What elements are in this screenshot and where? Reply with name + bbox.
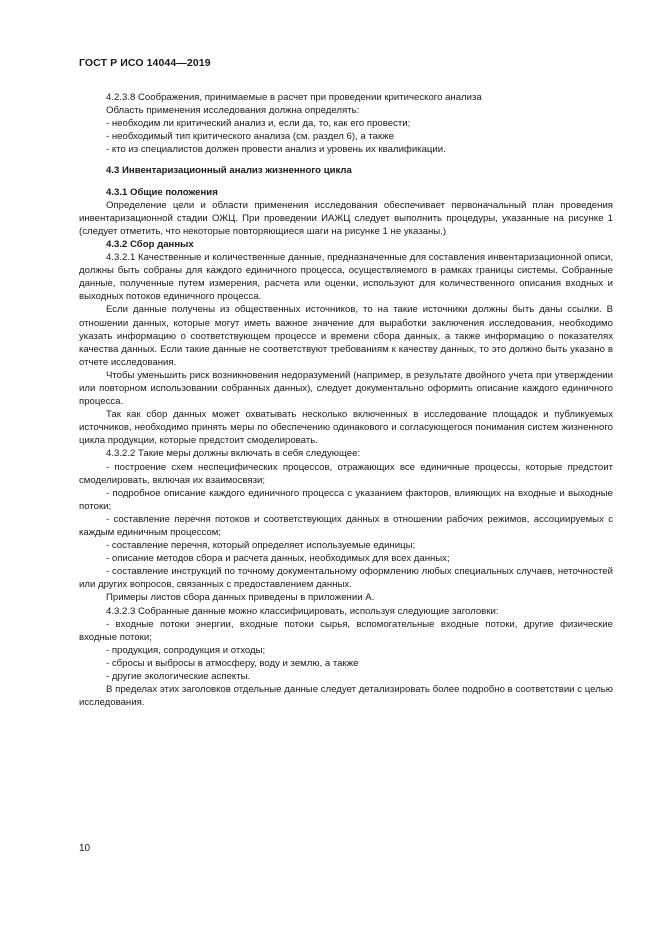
list-item: - составление перечня потоков и соответствующих данных в отношении рабочих режимов, ассоциируемых с каждым единичным процессом; [79,513,613,538]
list-item: - составление инструкций по точному документальному оформлению любых специальных случаев, неточностей или других вопросов, связанных с предоставлением данных. [79,566,613,591]
list-item: - кто из специалистов должен провести анализ и уровень их квалификации. [106,144,446,156]
list-item: - составление перечня, который определяет используемые единицы; [106,540,416,552]
paragraph: 4.3.2.1 Качественные и количественные данные, предназначенные для составления инвентаризационной описи, должны быть собраны для каждого единичного процесса, осуществляемого в рамках границы системы. Собранные данные, полученные путем измерения, расчета или оценки, используют для количественного описания входных и выходных потоков единичного процесса. [79,252,613,303]
subsection-heading-4-3-1: 4.3.1 Общие положения [106,186,218,198]
document-header: ГОСТ Р ИСО 14044—2019 [79,57,211,69]
list-item: - построение схем неспецифических процессов, отражающих все единичные процессы, которые предстоит смоделировать, включая их взаимосвязи; [79,461,613,486]
clause-4-2-3-8: 4.2.3.8 Соображения, принимаемые в расчет при проведении критического анализа [106,92,482,103]
paragraph: 4.3.2.3 Собранные данные можно классифицировать, используя следующие заголовки: [106,605,499,617]
paragraph: Если данные получены из общественных источников, то на такие источники должны быть даны ссылки. В отношении данных, которые могут иметь важное значение для выработки заключения исследования, необходимо указать информацию о соответствующем процессе и времени сбора данных, а также информацию о показателях качества данных. Если такие данные не соответствуют требованиям к качеству данных, то это должно быть указано в отчете исследования. [79,304,613,368]
list-item: - другие экологические аспекты. [106,671,251,683]
paragraph: Чтобы уменьшить риск возникновения недоразумений (например, в результате двойного учета при утверждении или повторном использовании собранных данных), следует документально оформить описание каждого единичного процесса. [79,369,613,408]
list-item: - описание методов сбора и расчета данных, необходимых для всех данных; [106,553,450,565]
list-item: - необходим ли критический анализ и, если да, то, как его провести; [106,118,411,130]
list-item: - входные потоки энергии, входные потоки сырья, вспомогательные входные потоки, другие физические входные потоки; [79,618,613,643]
paragraph: В пределах этих заголовков отдельные данные следует детализировать более подробно в соответствии с целью исследования. [79,684,613,709]
section-heading-4-3: 4.3 Инвентаризационный анализ жизненного цикла [106,165,352,177]
subsection-heading-4-3-2: 4.3.2 Сбор данных [106,238,194,250]
list-item: - сбросы и выбросы в атмосферу, воду и землю, а также [106,657,359,669]
document-body [79,91,613,709]
page-number: 10 [79,843,91,854]
paragraph: Примеры листов сбора данных приведены в приложении А. [106,592,375,604]
paragraph: Определение цели и области применения исследования обеспечивает первоначальный план проведения инвентаризационной стадии ОЖЦ. При проведении ИАЖЦ следует выполнить процедуры, указанные на рисунке 1 (следует отметить, что некоторые повторяющиеся шаги на рисунке 1 не указаны.) [79,199,613,237]
paragraph: Область применения исследования должна определять: [106,105,360,117]
list-item: - продукция, сопродукция и отходы; [106,644,266,656]
list-item: - необходимый тип критического анализа (см. раздел 6), а также [106,131,394,143]
list-item: - подробное описание каждого единичного процесса с указанием факторов, влияющих на входные и выходные потоки; [79,487,613,512]
paragraph: Так как сбор данных может охватывать несколько включенных в исследование площадок и публикуемых источников, необходимо принять меры по обеспечению одинакового и согласующегося понимания систем жизненного цикла продукции, которые предстоит смоделировать. [79,409,613,447]
paragraph: 4.3.2.2 Такие меры должны включать в себя следующее: [106,448,361,460]
